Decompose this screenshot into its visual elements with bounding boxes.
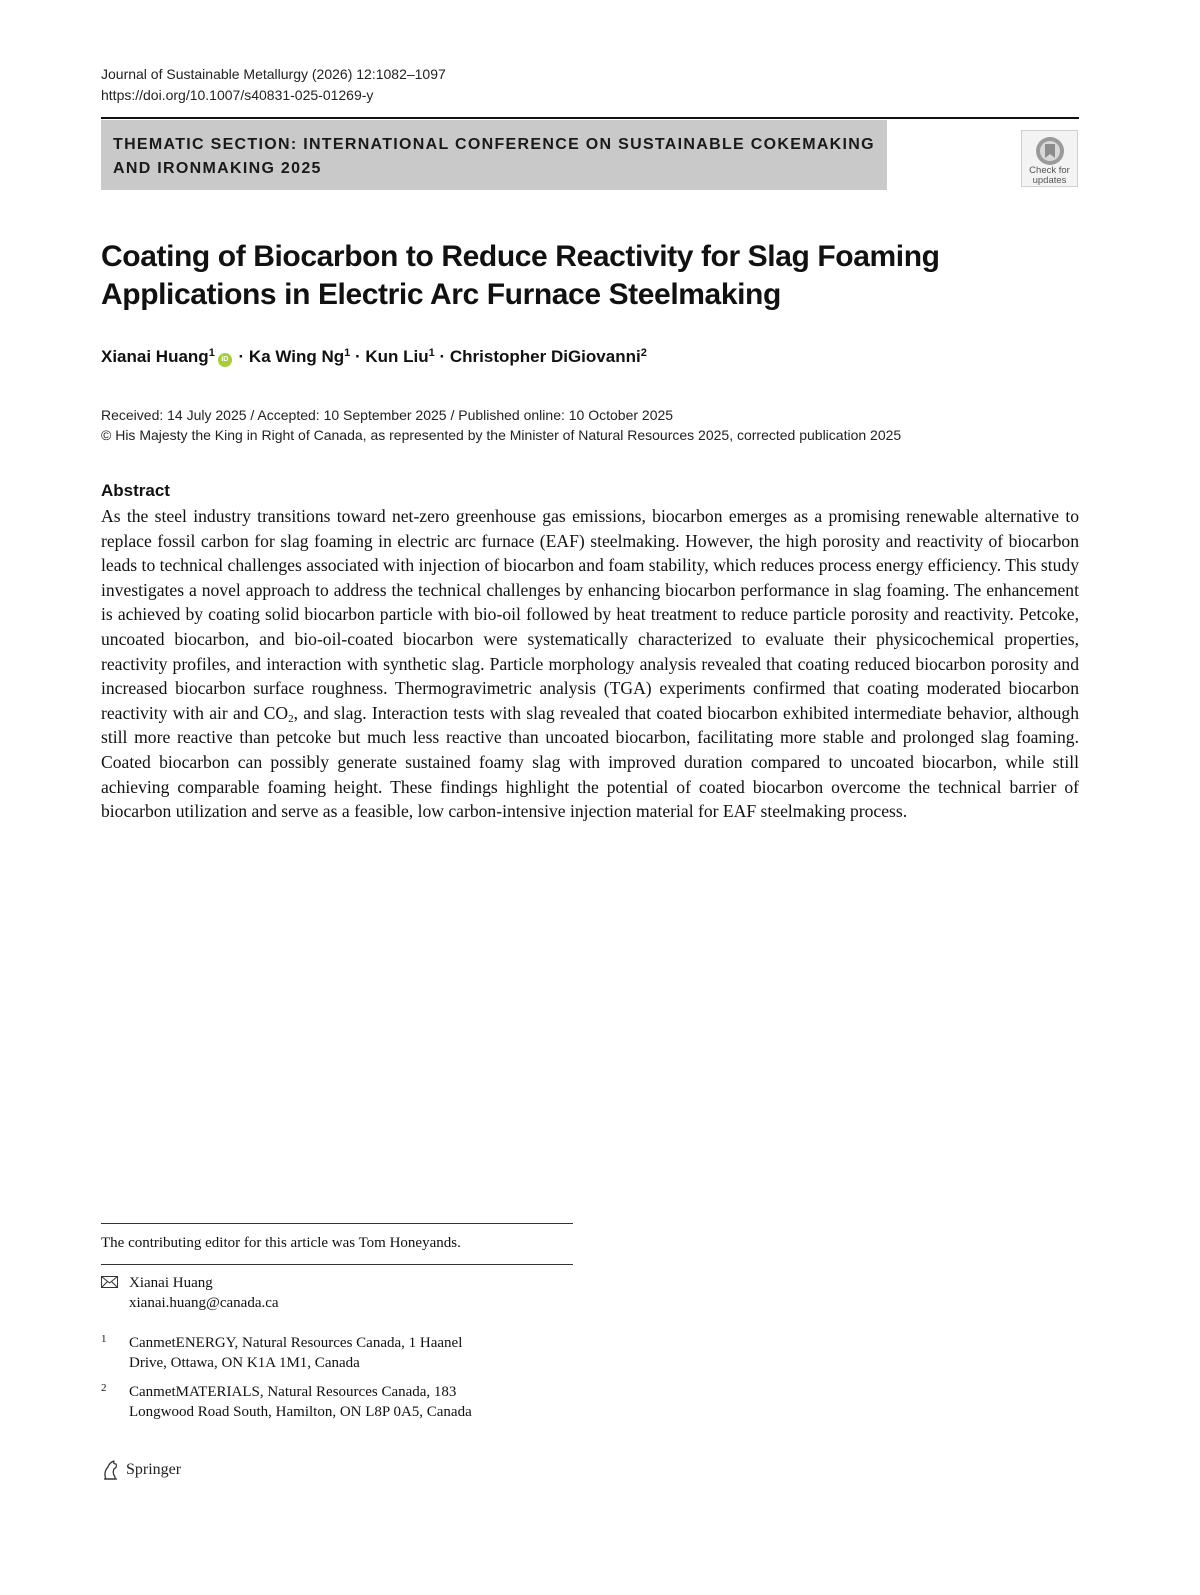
affiliation-number: 1	[101, 1333, 107, 1345]
affiliation-text	[129, 1382, 549, 1422]
corresponding-author	[101, 1273, 571, 1313]
author-separator: ·	[350, 347, 366, 366]
corresponding-details	[129, 1273, 279, 1313]
copyright-line: © His Majesty the King in Right of Canada, as represented by the Minister of Natural Resources 2025, corrected publication 2025	[101, 427, 902, 443]
editor-note: The contributing editor for this article was Tom Honeyands.	[101, 1235, 461, 1251]
title-line-1: Coating of Biocarbon to Reduce Reactivity for Slag Foaming	[101, 240, 940, 273]
affiliation-1	[101, 1333, 571, 1373]
affiliation-line: Drive, Ottawa, ON K1A 1M1, Canada	[129, 1355, 360, 1371]
author-name[interactable]: Christopher DiGiovanni	[449, 347, 641, 366]
abstract-body	[101, 504, 1079, 824]
article-title	[101, 238, 1081, 314]
affiliation-text	[129, 1333, 549, 1373]
abstract-text-part-1: As the steel industry transitions toward net-zero greenhouse gas emissions, biocarbon emerges as a promising renewable alternative to replace fossil carbon for slag foaming in electric arc furnace (EAF) steelmaking. However, the high porosity and reactivity of biocarbon leads to technical challenges associated with injection of biocarbon and foam stability, which reduces process energy efficiency. This study investigates a novel approach to address the technical challenges by enhancing biocarbon performance in slag foaming. The enhancement is achieved by coating solid biocarbon particle with bio-oil followed by heat treatment to reduce particle porosity and reactivity. Petcoke, uncoated biocarbon, and bio-oil-coated biocarbon were systematically characterized to evaluate their physicochemical properties, reactivity profiles, and interaction with synthetic slag. Particle morphology analysis revealed that coating reduced biocarbon porosity and increased biocarbon surface roughness. Thermogravimetric analysis (TGA) experiments confirmed that coating moderated biocarbon reactivity with air and CO	[101, 506, 1079, 723]
abstract-text-part-2: , and slag. Interaction tests with slag revealed that coated biocarbon exhibited intermediate behavior, although still more reactive than petcoke but much less reactive than uncoated biocarbon, facilitating more stable and prolonged slag foaming. Coated biocarbon can possibly generate sustained foamy slag with improved duration compared to uncoated biocarbon, while still achieving comparable foaming height. These findings highlight the potential of coated biocarbon overcome the technical barrier of biocarbon utilization and serve as a feasible, low carbon-intensive injection material for EAF steelmaking process.	[101, 702, 1079, 822]
author-separator: ·	[233, 347, 249, 366]
badge-label-2: updates	[1032, 175, 1067, 186]
badge-label-1: Check for	[1029, 165, 1070, 176]
affiliation-line: CanmetMATERIALS, Natural Resources Canada, 183	[129, 1384, 457, 1400]
abstract-heading: Abstract	[101, 481, 170, 500]
top-rule	[101, 117, 1079, 119]
author-name[interactable]: Xianai Huang	[101, 347, 209, 366]
envelope-icon	[101, 1276, 118, 1288]
crossmark-icon	[1035, 136, 1065, 166]
corresponding-name: Xianai Huang	[129, 1275, 213, 1291]
author-name[interactable]: Ka Wing Ng	[248, 347, 345, 366]
orcid-icon[interactable]: iD	[218, 353, 232, 367]
co2-subscript: 2	[288, 712, 294, 725]
footnote-rule-top	[101, 1223, 573, 1224]
publisher-name: Springer	[126, 1461, 182, 1478]
corresponding-email[interactable]: xianai.huang@canada.ca	[129, 1295, 279, 1311]
section-line-1: THEMATIC SECTION: INTERNATIONAL CONFERENCE ON SUSTAINABLE COKEMAKING	[113, 136, 875, 153]
affiliation-line: CanmetENERGY, Natural Resources Canada, 1 Haanel	[129, 1335, 463, 1351]
title-line-2: Applications in Electric Arc Furnace Steelmaking	[101, 278, 781, 311]
journal-header	[101, 64, 446, 106]
author-affiliation-sup: 2	[640, 347, 647, 359]
springer-horse-icon	[101, 1459, 121, 1481]
author-name[interactable]: Kun Liu	[365, 347, 429, 366]
section-line-2: AND IRONMAKING 2025	[113, 160, 322, 177]
author-affiliation-sup: 1	[428, 347, 435, 359]
author-affiliation-sup: 1	[344, 347, 351, 359]
check-for-updates-badge[interactable]	[1021, 130, 1078, 187]
affiliation-2	[101, 1382, 571, 1422]
publisher-logo	[101, 1458, 181, 1482]
author-separator: ·	[434, 347, 450, 366]
affiliation-line: Longwood Road South, Hamilton, ON L8P 0A5, Canada	[129, 1404, 472, 1420]
doi-link[interactable]: https://doi.org/10.1007/s40831-025-01269-y	[101, 87, 374, 103]
footnote-rule-bottom	[101, 1264, 573, 1265]
publication-history	[101, 405, 1101, 445]
thematic-section-banner	[101, 120, 887, 190]
history-dates: Received: 14 July 2025 / Accepted: 10 September 2025 / Published online: 10 October 2025	[101, 407, 674, 423]
journal-citation: Journal of Sustainable Metallurgy (2026) 12:1082–1097	[101, 66, 446, 82]
author-affiliation-sup: 1	[208, 347, 215, 359]
affiliation-number: 2	[101, 1382, 107, 1394]
author-list	[101, 345, 647, 369]
